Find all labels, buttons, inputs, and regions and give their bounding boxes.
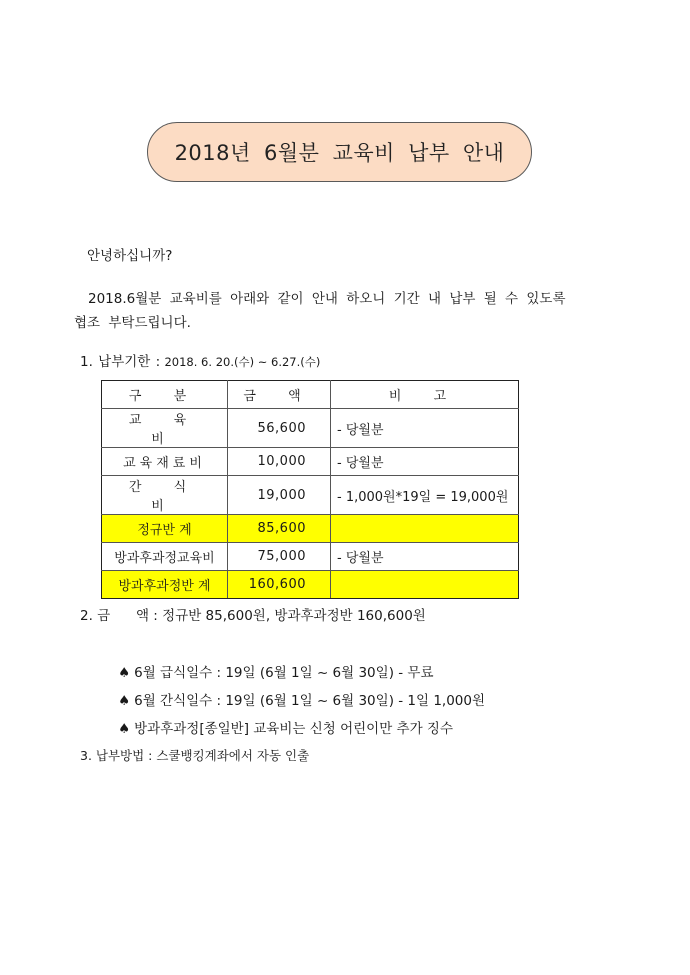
section-amount xyxy=(80,604,426,624)
spade-icon: ♠ xyxy=(118,665,131,681)
row-amount: 160,600 xyxy=(228,571,331,599)
fee-table xyxy=(101,380,519,599)
row-item: 정규반 계 xyxy=(102,515,228,543)
table-header-row xyxy=(102,381,519,409)
spade-icon: ♠ xyxy=(118,721,131,737)
row-item: 간 식 비 xyxy=(102,476,228,515)
header-category: 구 분 xyxy=(102,381,228,409)
intro-line-2: 협조 부탁드립니다. xyxy=(74,315,191,331)
bullet-text: 6월 간식일수 : 19일 (6월 1일 ~ 6월 30일) - 1일 1,000원 xyxy=(134,693,486,709)
row-item: 교육재료비 xyxy=(102,448,228,476)
payment-period-label: 1. 납부기한 : xyxy=(80,354,161,370)
table-row-total xyxy=(102,571,519,599)
bullet-text: 방과후과정[종일반] 교육비는 신청 어린이만 추가 징수 xyxy=(134,721,454,737)
row-note: - 당월분 xyxy=(331,409,519,448)
row-item: 교 육 비 xyxy=(102,409,228,448)
header-note: 비 고 xyxy=(331,381,519,409)
row-item: 방과후과정반 계 xyxy=(102,571,228,599)
row-item: 방과후과정교육비 xyxy=(102,543,228,571)
row-amount: 85,600 xyxy=(228,515,331,543)
header-amount: 금 액 xyxy=(228,381,331,409)
bullet-item xyxy=(118,661,434,681)
row-note xyxy=(331,515,519,543)
row-note: - 당월분 xyxy=(331,448,519,476)
bullet-item xyxy=(118,717,453,737)
greeting: 안녕하십니까? xyxy=(87,248,173,264)
section-payment-period xyxy=(80,350,320,370)
table-row xyxy=(102,476,519,515)
row-amount: 56,600 xyxy=(228,409,331,448)
amount-label: 2. 금 액 : xyxy=(80,608,158,624)
table-row xyxy=(102,448,519,476)
row-amount: 10,000 xyxy=(228,448,331,476)
amount-value: 정규반 85,600원, 방과후과정반 160,600원 xyxy=(162,608,426,624)
table-row-subtotal xyxy=(102,515,519,543)
page-title: 2018년 6월분 교육비 납부 안내 xyxy=(174,141,505,165)
row-amount: 19,000 xyxy=(228,476,331,515)
row-note: - 당월분 xyxy=(331,543,519,571)
intro-line-1: 2018.6월분 교육비를 아래와 같이 안내 하오니 기간 내 납부 될 수 있도록 xyxy=(88,291,566,307)
payment-period-value: 2018. 6. 20.(수) ~ 6.27.(수) xyxy=(164,355,321,369)
section-payment-method: 3. 납부방법 : 스쿨뱅킹계좌에서 자동 인출 xyxy=(80,748,310,763)
title-banner xyxy=(147,122,532,182)
spade-icon: ♠ xyxy=(118,693,131,709)
row-amount: 75,000 xyxy=(228,543,331,571)
row-note xyxy=(331,571,519,599)
table-row xyxy=(102,409,519,448)
row-note: - 1,000원*19일 = 19,000원 xyxy=(331,476,519,515)
table-row xyxy=(102,543,519,571)
bullet-text: 6월 급식일수 : 19일 (6월 1일 ~ 6월 30일) - 무료 xyxy=(134,665,434,681)
bullet-item xyxy=(118,689,485,709)
